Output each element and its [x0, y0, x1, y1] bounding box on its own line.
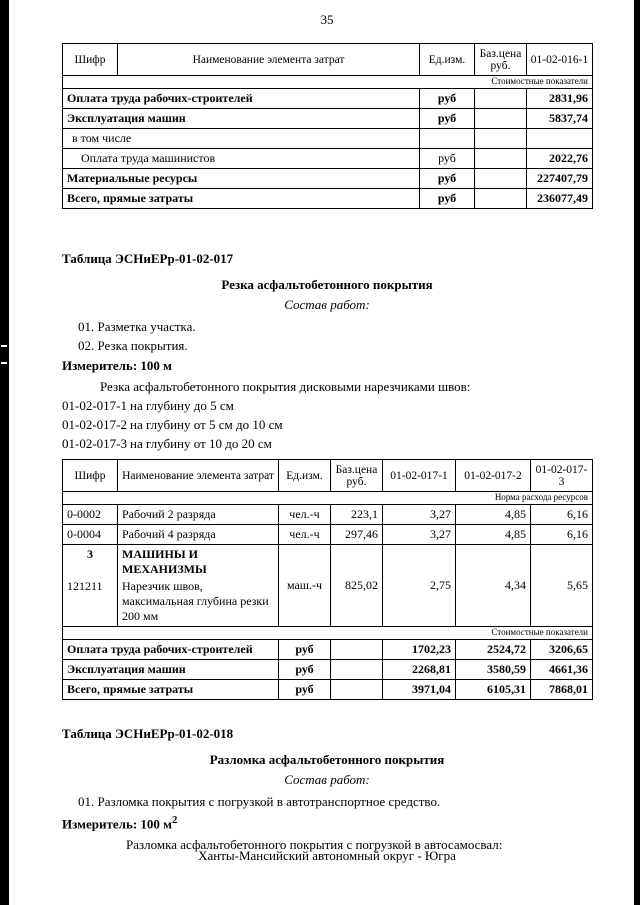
header-col-017-3: 01-02-017-3 [531, 460, 593, 492]
section-label-row [63, 492, 593, 505]
row-unit [420, 129, 475, 149]
work-item: 01. Разметка участка. [78, 319, 196, 334]
header-code: Шифр [63, 44, 118, 76]
machine-code: 121211 [67, 579, 103, 593]
table-row [63, 109, 593, 129]
row-name: в том числе [63, 129, 420, 149]
measure-018: Измеритель: 100 $м^2$ [62, 814, 178, 832]
variant-line [62, 398, 592, 414]
row-value-1: 3971,04 [383, 680, 456, 700]
row-value-2: 3580,59 [456, 660, 531, 680]
row-unit: руб [420, 149, 475, 169]
row-value-2: 2524,72 [456, 640, 531, 660]
row-value-1: 2268,81 [383, 660, 456, 680]
row-name: Оплата труда рабочих-строителей [63, 640, 279, 660]
row-value-1: 3,27 [383, 505, 456, 525]
row-name: Эксплуатация машин [63, 109, 420, 129]
intro-017: Резка асфальтобетонного покрытия дисковыми нарезчиками швов: [100, 379, 471, 394]
cost-indicators-label: Стоимостные показатели [63, 627, 593, 640]
machine-group-code: 3 [87, 547, 93, 561]
section-018-subtitle: Состав работ: [284, 772, 370, 787]
page-number: 35 [320, 12, 334, 27]
section-018-title: Разломка асфальтобетонного покрытия [209, 752, 445, 767]
row-value-2: 4,85 [456, 505, 531, 525]
row-unit: маш.-ч [279, 545, 331, 627]
section-017-subtitle: Состав работ: [284, 297, 370, 312]
row-base-price [475, 89, 527, 109]
variant-code: 01-02-017-2 [62, 417, 127, 432]
table-018-label: Таблица ЭСНиЕРр-01-02-018 [62, 726, 234, 741]
scan-edge-right [634, 0, 640, 905]
variant-code: 01-02-017-3 [62, 436, 127, 451]
table-row [63, 525, 593, 545]
page-footer: Ханты-Мансийский автономный округ - Югра [198, 848, 456, 863]
table-row [63, 149, 593, 169]
table-row [63, 505, 593, 525]
row-base-price [331, 640, 383, 660]
table-017 [62, 459, 593, 700]
header-code: Шифр [63, 460, 118, 492]
header-col-017-1: 01-02-017-1 [383, 460, 456, 492]
row-unit: руб [279, 680, 331, 700]
row-unit: руб [279, 660, 331, 680]
row-price: 825,02 [331, 545, 383, 627]
row-value: 5837,74 [527, 109, 593, 129]
measure-017: Измеритель: 100 м [62, 358, 173, 373]
row-value-3: 3206,65 [531, 640, 593, 660]
header-name: Наименование элемента затрат [118, 460, 279, 492]
row-name: Оплата труда рабочих-строителей [63, 89, 420, 109]
row-name: Всего, прямые затраты [63, 189, 420, 209]
row-unit: руб [420, 109, 475, 129]
document-page [62, 0, 592, 863]
row-base-price [475, 109, 527, 129]
machine-codes-cell [63, 545, 118, 627]
row-base-price [475, 149, 527, 169]
row-value: 2022,76 [527, 149, 593, 169]
row-name: Рабочий 4 разряда [118, 525, 279, 545]
header-col-016-1: 01-02-016-1 [527, 44, 593, 76]
row-value: 2831,96 [527, 89, 593, 109]
machine-name: Нарезчик швов, максимальная глубина резки 200 мм [122, 579, 269, 623]
variant-line [62, 436, 592, 452]
row-unit: руб [420, 169, 475, 189]
header-col-017-2: 01-02-017-2 [456, 460, 531, 492]
table-017-label: Таблица ЭСНиЕРр-01-02-017 [62, 251, 234, 266]
header-unit: Ед.изм. [279, 460, 331, 492]
table-header-row [63, 44, 593, 76]
row-code: 0-0004 [63, 525, 118, 545]
variant-desc: на глубину до 5 см [130, 398, 234, 413]
row-unit: чел.-ч [279, 525, 331, 545]
row-value-3: 5,65 [531, 545, 593, 627]
machine-name-cell [118, 545, 279, 627]
row-base-price [475, 189, 527, 209]
row-value-1: 3,27 [383, 525, 456, 545]
work-item: 01. Разломка покрытия с погрузкой в автотранспортное средство. [78, 794, 441, 809]
row-base-price [331, 680, 383, 700]
row-name: Оплата труда машинистов [63, 149, 420, 169]
row-unit: руб [279, 640, 331, 660]
scan-edge-left [0, 0, 9, 905]
cost-indicators-label: Стоимостные показатели [63, 76, 593, 89]
section-label-row [63, 627, 593, 640]
row-price: 297,46 [331, 525, 383, 545]
row-value: 236077,49 [527, 189, 593, 209]
intro-018: Разломка асфальтобетонного покрытия с погрузкой в автосамосвал: [126, 837, 503, 853]
table-row [63, 169, 593, 189]
work-item: 02. Резка покрытия. [78, 338, 188, 353]
variant-desc: на глубину от 5 см до 10 см [130, 417, 283, 432]
row-unit: чел.-ч [279, 505, 331, 525]
table-row [63, 660, 593, 680]
row-value-1: 1702,23 [383, 640, 456, 660]
row-unit: руб [420, 189, 475, 209]
row-name: Материальные ресурсы [63, 169, 420, 189]
table-row [63, 89, 593, 109]
scan-edge-mark [1, 345, 7, 347]
variant-desc: на глубину от 10 до 20 см [130, 436, 272, 451]
section-017-title: Резка асфальтобетонного покрытия [221, 277, 433, 292]
row-value: 227407,79 [527, 169, 593, 189]
row-base-price [475, 129, 527, 149]
header-base-price: Баз.цена руб. [475, 44, 527, 76]
row-value-3: 7868,01 [531, 680, 593, 700]
row-name: Всего, прямые затраты [63, 680, 279, 700]
row-price: 223,1 [331, 505, 383, 525]
row-name: Эксплуатация машин [63, 660, 279, 680]
row-base-price [331, 660, 383, 680]
norm-label: Норма расхода ресурсов [63, 492, 593, 505]
table-header-row [63, 460, 593, 492]
header-name: Наименование элемента затрат [118, 44, 420, 76]
table-row [63, 129, 593, 149]
scan-edge-mark [1, 362, 7, 364]
row-value-2: 4,34 [456, 545, 531, 627]
header-base-price: Баз.цена руб. [331, 460, 383, 492]
machine-group-name: МАШИНЫ И МЕХАНИЗМЫ [122, 547, 207, 576]
variant-line [62, 417, 592, 433]
table-row [63, 680, 593, 700]
row-value-2: 6105,31 [456, 680, 531, 700]
measure-superscript: 2 [172, 814, 178, 826]
table-016 [62, 43, 593, 209]
table-row-machines [63, 545, 593, 627]
section-label-row [63, 76, 593, 89]
row-value-3: 4661,36 [531, 660, 593, 680]
header-unit: Ед.изм. [420, 44, 475, 76]
row-value-1: 2,75 [383, 545, 456, 627]
row-base-price [475, 169, 527, 189]
row-value-2: 4,85 [456, 525, 531, 545]
row-name: Рабочий 2 разряда [118, 505, 279, 525]
row-code: 0-0002 [63, 505, 118, 525]
table-row [63, 189, 593, 209]
row-value-3: 6,16 [531, 525, 593, 545]
row-value [527, 129, 593, 149]
variant-code: 01-02-017-1 [62, 398, 127, 413]
row-value-3: 6,16 [531, 505, 593, 525]
table-row [63, 640, 593, 660]
row-unit: руб [420, 89, 475, 109]
